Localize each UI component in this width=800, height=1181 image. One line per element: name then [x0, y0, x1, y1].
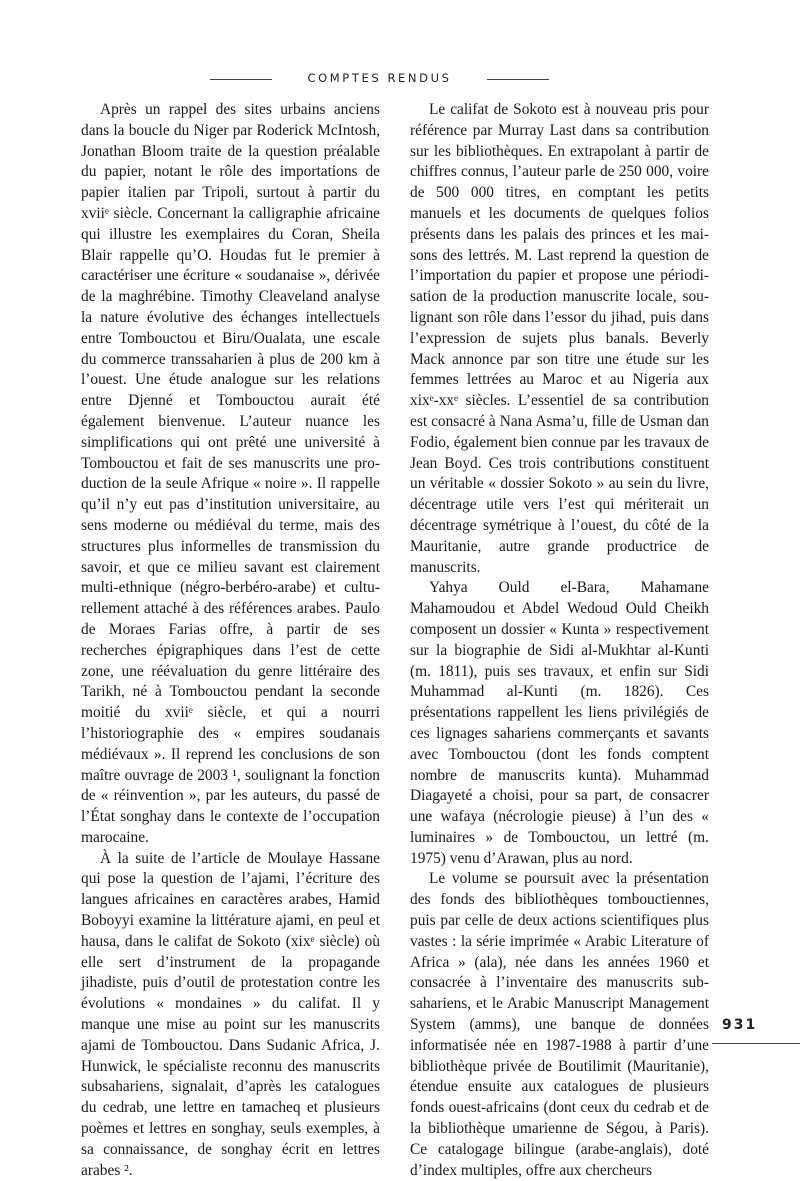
left-paragraph-1: Après un rappel des sites urbains anciens dans la boucle du Niger par Roderick McIntosh, Jonathan Bloom traite de la question préalable du papier, notant le rôle des importations de papier italien par Tripoli, surtout à partir du xviiᵉ siècle. Concernant la calligraphie africaine qui illustre les exemplaires du Coran, Sheila Blair rappelle qu’O. Houdas fut le premier à caractériser une écriture « soudanaise », dérivée de la maghrébine. Timothy Cleaveland analyse la nature évolutive des échanges intellectuels entre Tombouctou et Biru/Oualata, une escale du commerce transsaharien à plus de 200 km à l’ouest. Une étude analogue sur les relations entre Djenné et Tombouctou aurait été également bienvenue. L’auteur nuance les simplifications qui ont prêté une université à Tombouctou et fait de ses manuscrits une production de la seule Afrique « noire ». Il rappelle qu’il n’y eut pas d’institution universitaire, au sens moderne ou médiéval du terme, mais des structures plus informelles de transmission du savoir, et que ce milieu savant est clairement multi-ethnique (négro-berbéro-arabe) et culturellement attaché à des références arabes. Paulo de Moraes Farias offre, à partir de ses recherches épigraphiques dans l’est de cette zone, une réévaluation du genre littéraire des Tarikh, né à Tombouctou pendant la seconde moitié du xviiᵉ siècle, et qui a nourri l’historiographie des « empires soudanais médiévaux ». Il reprend les conclusions de son maître ouvrage de 2003 ¹, soulignant la fonction de « réinvention », par les auteurs, du passé de l’État songhay dans le contexte de l’occupation marocaine.: [81, 101, 380, 846]
running-header: [0, 70, 800, 90]
page-number: 931: [722, 1017, 758, 1033]
running-title: COMPTES RENDUS: [307, 71, 452, 85]
right-paragraph-3: Le volume se poursuit avec la présentation des fonds des bibliothèques tombouctiennes, puis par celle de deux actions scientifiques plus vastes : la série imprimée « Arabic Literature of Africa » (ala), née dans les années 1960 et consacrée à l’inventaire des manuscrits subsahariens, et le Arabic Manuscript Management System (amms), une banque de données informatisée née en 1987-1988 à partir d’une bibliothèque privée de Boutilimit (Mauritanie), étendue ensuite aux catalogues de plusieurs fonds ouest-africains (dont ceux du cedrab et de la bibliothèque umarienne de Ségou, à Paris). Ce catalogage bilingue (arabe-anglais), doté d’index multiples, offre aux chercheurs: [410, 870, 709, 1179]
left-column: [81, 100, 380, 1181]
header-rule-right: [487, 79, 549, 80]
left-paragraph-2: À la suite de l’article de Moulaye Hassane qui pose la question de l’ajami, l’écriture des langues africaines en caractères arabes, Hamid Boboyyi examine la littérature ajami, en peul et hausa, dans le califat de Sokoto (xixᵉ siècle) où elle sert d’instrument de la propagande jihadiste, puis d’outil de protestation contre les évolutions « mondaines » du califat. Il y manque une mise au point sur les manuscrits ajami de Tombouctou. Dans Sudanic Africa, J. Hunwick, le spécialiste reconnu des manuscrits subsahariens, signalait, d’après les catalogues du cedrab, une lettre en tamacheq et plusieurs poèmes et lettres en songhay, seuls exemples, à sa connaissance, de songhay écrit en lettres arabes ².: [81, 849, 380, 1179]
right-paragraph-2: Yahya Ould el-Bara, Mahamane Mahamoudou et Abdel Wedoud Ould Cheikh composent un dossier « Kunta » respectivement sur la biographie de Sidi al-Mukhtar al-Kunti (m. 1811), puis ses travaux, et enfin sur Sidi Muhammad al-Kunti (m. 1826). Ces présentations rappellent les liens privilégiés de ces lignages sahariens commerçants et savants avec Tombouctou (dont les fonds comptent nombre de manuscrits kunta). Muhammad Diagayeté a choisi, pour sa part, de consacrer une wafaya (nécrologie pieuse) à l’un des « luminaires » de Tombouctou, un lettré (m. 1975) venu d’Arawan, plus au nord.: [410, 579, 709, 867]
right-paragraph-1: Le califat de Sokoto est à nouveau pris pour référence par Murray Last dans sa contribution sur les bibliothèques. En extrapolant à partir de chiffres connus, l’auteur parle de 250 000, voire de 500 000 titres, en comptant les petits manuels et les documents de quelques folios présents dans les palais des princes et les maisons des lettrés. M. Last reprend la question de l’importation du papier et propose une périodisation de la production manuscrite locale, soulignant son rôle dans l’essor du jihad, puis dans l’expression de sujets plus banals. Beverly Mack annonce par son titre une étude sur les femmes lettrées au Maroc et au Nigeria aux xixᵉ-xxᵉ siècles. L’essentiel de sa contribution est consacré à Nana Asma’u, fille de Usman dan Fodio, également bien connue par les travaux de Jean Boyd. Ces trois contributions constituent un véritable « dossier Sokoto » au sein du livre, décentrage utile vers l’est qui mériterait un décentrage symétrique à l’ouest, du côté de la Mauritanie, autre grande productrice de manuscrits.: [410, 101, 709, 576]
page-number-rule: [712, 1043, 800, 1044]
header-rule-left: [210, 79, 272, 80]
right-column: [410, 100, 709, 1181]
